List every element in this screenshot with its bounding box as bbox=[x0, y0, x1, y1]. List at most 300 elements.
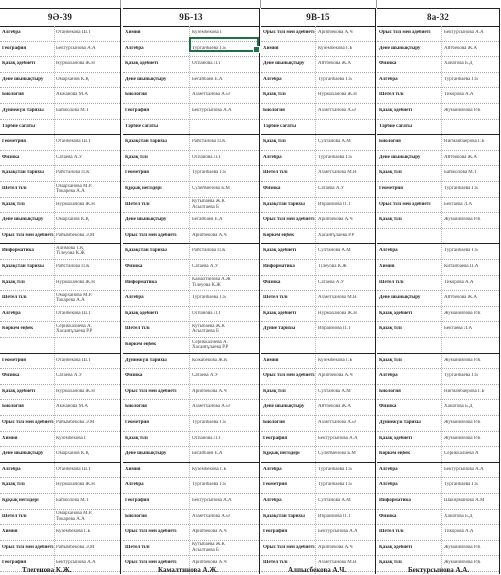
teacher-cell[interactable]: Отанбекова Ш.Т bbox=[56, 466, 92, 472]
teacher-cell[interactable]: Омарханова М.Р. Токарева А.А bbox=[56, 511, 93, 522]
teacher-cell[interactable]: Нигманбаерова Г.Б bbox=[444, 139, 485, 145]
timetable-row[interactable] bbox=[377, 416, 499, 432]
subject-cell[interactable]: Қазақ тілі bbox=[263, 388, 286, 394]
subject-cell[interactable]: Физика bbox=[379, 513, 397, 519]
timetable-row[interactable] bbox=[261, 244, 375, 260]
timetable-row[interactable] bbox=[123, 525, 259, 541]
timetable-row[interactable] bbox=[261, 88, 375, 104]
teacher-cell[interactable]: Сатаева А.У bbox=[318, 186, 345, 191]
teacher-cell[interactable]: Ахметханова А.Ә bbox=[318, 420, 356, 425]
teacher-cell[interactable]: Бектаева Л.А bbox=[444, 201, 473, 207]
teacher-cell[interactable]: Айтбекова Ж.А bbox=[318, 61, 351, 67]
teacher-cell[interactable]: Райымбекова Э.М bbox=[56, 420, 95, 425]
timetable-row[interactable] bbox=[261, 478, 375, 494]
timetable-row[interactable] bbox=[261, 432, 375, 448]
subject-cell[interactable]: Шетел тілі bbox=[125, 544, 150, 550]
subject-cell[interactable]: Тәрбие сағаты bbox=[125, 123, 158, 129]
teacher-cell[interactable]: Отанбекова Ш.Т bbox=[56, 30, 92, 35]
timetable-row[interactable] bbox=[377, 42, 499, 58]
subject-cell[interactable]: Алгебра bbox=[2, 310, 21, 316]
subject-cell[interactable]: Дене шынықтыру bbox=[263, 61, 305, 67]
timetable-row[interactable] bbox=[123, 354, 259, 370]
subject-cell[interactable]: Алгебра bbox=[379, 248, 398, 254]
subject-cell[interactable]: География bbox=[125, 108, 150, 113]
teacher-cell[interactable]: Оспанова Л.Т bbox=[192, 154, 222, 160]
timetable-row[interactable] bbox=[0, 260, 120, 276]
teacher-cell[interactable]: Кутыбаева Ж.К Асылтаева Б bbox=[192, 542, 225, 553]
timetable-row[interactable] bbox=[261, 166, 375, 182]
timetable-row[interactable] bbox=[123, 385, 259, 401]
teacher-cell[interactable]: Ахметханова М.Н bbox=[318, 295, 357, 301]
teacher-cell[interactable]: Сатаева А.У bbox=[192, 264, 219, 269]
timetable-row[interactable] bbox=[261, 42, 375, 58]
subject-cell[interactable]: Дене шынықтыру bbox=[379, 45, 421, 51]
timetable-row[interactable] bbox=[377, 400, 499, 416]
timetable-row[interactable] bbox=[261, 525, 375, 541]
timetable-row[interactable] bbox=[123, 135, 259, 151]
timetable-row[interactable] bbox=[123, 541, 259, 557]
timetable-row[interactable] bbox=[377, 307, 499, 323]
subject-cell[interactable]: Шетел тілі bbox=[263, 170, 288, 176]
subject-cell[interactable]: Информатика bbox=[263, 264, 295, 269]
timetable-row[interactable] bbox=[261, 369, 375, 385]
timetable-row[interactable] bbox=[377, 525, 499, 541]
teacher-cell[interactable]: Кузембекова Г bbox=[192, 30, 223, 35]
timetable-row[interactable] bbox=[377, 244, 499, 260]
timetable-row[interactable] bbox=[261, 182, 375, 198]
teacher-cell[interactable]: Ахметханова А.Ә bbox=[192, 513, 230, 519]
timetable-row[interactable] bbox=[261, 26, 375, 42]
subject-cell[interactable]: Көркем еңбек bbox=[263, 232, 295, 238]
teacher-cell[interactable]: Жуманиязова Р.К bbox=[444, 217, 481, 223]
timetable-row[interactable] bbox=[0, 291, 120, 307]
teacher-cell[interactable]: Айтбекова Ж.А bbox=[444, 154, 477, 160]
timetable-row[interactable] bbox=[377, 385, 499, 401]
timetable-row[interactable] bbox=[0, 416, 120, 432]
subject-cell[interactable]: Биология bbox=[2, 92, 24, 98]
subject-cell[interactable]: Орыс тілі мен әдебиеті bbox=[2, 232, 54, 238]
timetable-row[interactable] bbox=[0, 151, 120, 167]
teacher-cell[interactable]: Акжанова М.А bbox=[56, 92, 88, 98]
teacher-cell[interactable]: Бегайбаев Е.А bbox=[192, 217, 223, 223]
subject-cell[interactable]: Алгебра bbox=[263, 154, 282, 160]
subject-cell[interactable]: Алгебра bbox=[379, 373, 398, 379]
timetable-row[interactable] bbox=[377, 338, 499, 354]
subject-cell[interactable]: Орыс тілі мен әдебиеті bbox=[125, 560, 177, 566]
timetable-row[interactable] bbox=[0, 104, 120, 120]
timetable-row[interactable] bbox=[261, 494, 375, 510]
subject-cell[interactable]: Қазақ әдебиеті bbox=[379, 310, 413, 316]
subject-cell[interactable]: Шетел тілі bbox=[263, 295, 288, 301]
teacher-cell[interactable]: Турганбаева Г.Б bbox=[192, 295, 226, 301]
timetable-row[interactable] bbox=[0, 432, 120, 448]
subject-cell[interactable]: Қазақ тілі bbox=[379, 217, 402, 223]
teacher-cell[interactable]: Айтбекова Ж.А bbox=[444, 295, 477, 301]
subject-cell[interactable]: Информатика bbox=[379, 498, 411, 503]
teacher-cell[interactable]: Сатаева А.У bbox=[56, 373, 83, 379]
subject-cell[interactable]: Қазақстан тарихы bbox=[125, 248, 167, 254]
timetable-row[interactable] bbox=[377, 229, 499, 245]
subject-cell[interactable]: Биология bbox=[2, 404, 24, 410]
subject-cell[interactable]: География bbox=[125, 498, 150, 503]
teacher-cell[interactable]: Ибраимова П.Т bbox=[318, 326, 351, 332]
subject-cell[interactable]: Орыс тілі мен әдебиеті bbox=[263, 217, 315, 223]
subject-cell[interactable]: Дене шынықтыру bbox=[379, 154, 421, 160]
timetable-row[interactable] bbox=[261, 229, 375, 245]
subject-cell[interactable]: Орыс тілі мен әдебиеті bbox=[125, 529, 177, 535]
subject-cell[interactable]: Қазақстан тарихы bbox=[263, 513, 305, 519]
subject-cell[interactable]: Дүниежүзі тарихы bbox=[2, 108, 44, 113]
teacher-cell[interactable]: Турганбаева Г.Б bbox=[444, 248, 478, 254]
teacher-cell[interactable]: Оспанова Л.Т bbox=[192, 310, 222, 316]
teacher-cell[interactable]: Бектурсынова А.А bbox=[318, 435, 358, 441]
subject-cell[interactable]: Физика bbox=[2, 373, 20, 379]
timetable-row[interactable] bbox=[123, 260, 259, 276]
timetable-row[interactable] bbox=[123, 276, 259, 292]
timetable-row[interactable] bbox=[123, 57, 259, 73]
teacher-cell[interactable]: Бектурсынова А.А bbox=[56, 560, 96, 566]
subject-cell[interactable]: Шетел тілі bbox=[379, 529, 404, 535]
teacher-cell[interactable]: Турганбаева Г.Б bbox=[192, 45, 226, 51]
timetable-row[interactable] bbox=[261, 322, 375, 338]
subject-cell[interactable]: Шетел тілі bbox=[379, 92, 404, 98]
teacher-cell[interactable]: Нурмаханова Ж.Н bbox=[56, 388, 95, 394]
subject-cell[interactable]: География bbox=[263, 435, 288, 441]
subject-cell[interactable]: Химия bbox=[125, 466, 141, 472]
teacher-cell[interactable]: Сатаева А.У bbox=[56, 154, 83, 160]
subject-cell[interactable]: Физика bbox=[263, 279, 281, 285]
subject-cell[interactable]: География bbox=[2, 45, 27, 51]
subject-cell[interactable]: Қазақ әдебиеті bbox=[263, 310, 297, 316]
timetable-row[interactable] bbox=[377, 369, 499, 385]
subject-cell[interactable]: Биология bbox=[379, 139, 401, 145]
timetable-row[interactable] bbox=[123, 26, 259, 42]
teacher-cell[interactable]: Райстанова П.К bbox=[56, 264, 90, 269]
subject-cell[interactable]: Орыс тілі мен әдебиеті bbox=[2, 544, 54, 550]
teacher-cell[interactable]: Тілеуова К.Ж bbox=[318, 264, 347, 269]
teacher-cell[interactable]: Арипбекова А.Ч bbox=[318, 544, 353, 550]
teacher-cell[interactable]: Арипбекова А.Ч bbox=[318, 373, 353, 379]
timetable-row[interactable] bbox=[377, 104, 499, 120]
subject-cell[interactable]: Қазақ тілі bbox=[379, 170, 402, 176]
teacher-cell[interactable]: Султанова А.М bbox=[318, 139, 351, 145]
teacher-cell[interactable]: Кузембекова Г.Б bbox=[318, 45, 353, 51]
subject-cell[interactable]: Химия bbox=[379, 264, 395, 269]
subject-cell[interactable]: Информатика bbox=[2, 248, 34, 254]
teacher-cell[interactable]: Кожабекова Ж.К bbox=[192, 357, 228, 363]
teacher-cell[interactable]: Алимова Т.Қ Тілеуова К.Ж bbox=[56, 245, 85, 257]
teacher-cell[interactable]: Нурмаханова Ж.Н bbox=[56, 279, 95, 285]
timetable-row[interactable] bbox=[261, 57, 375, 73]
teacher-cell[interactable]: Султанова А.М bbox=[318, 388, 351, 394]
subject-cell[interactable]: Алгебра bbox=[263, 466, 282, 472]
timetable-row[interactable] bbox=[261, 307, 375, 323]
teacher-cell[interactable]: Омарханов К.Қ bbox=[56, 217, 89, 223]
timetable-row[interactable] bbox=[0, 322, 120, 338]
teacher-cell[interactable]: Арипбекова А.Ч bbox=[192, 529, 227, 535]
teacher-cell[interactable]: Сериккалиева А. Хасанғұлаева Р.Р bbox=[192, 339, 229, 350]
teacher-cell[interactable]: Кузембекова Г.Б bbox=[56, 529, 91, 535]
timetable-row[interactable] bbox=[0, 276, 120, 292]
timetable-row[interactable] bbox=[377, 198, 499, 214]
subject-cell[interactable]: Физика bbox=[263, 186, 281, 191]
subject-cell[interactable]: Тәрбие сағаты bbox=[2, 123, 35, 129]
timetable-row[interactable] bbox=[0, 26, 120, 42]
timetable-row[interactable] bbox=[377, 57, 499, 73]
timetable-row[interactable] bbox=[0, 307, 120, 323]
timetable-row[interactable] bbox=[261, 463, 375, 479]
subject-cell[interactable]: Биология bbox=[263, 108, 285, 113]
timetable-row[interactable] bbox=[123, 432, 259, 448]
subject-cell[interactable]: Қазақ тілі bbox=[2, 482, 25, 488]
subject-cell[interactable]: География bbox=[2, 560, 27, 566]
teacher-cell[interactable]: Ахметханова А.Ә bbox=[192, 404, 230, 410]
timetable-row[interactable] bbox=[123, 151, 259, 167]
timetable-row[interactable] bbox=[0, 494, 120, 510]
subject-cell[interactable]: Тәрбие сағаты bbox=[263, 123, 296, 129]
teacher-cell[interactable]: Байжолова М.Т bbox=[444, 170, 478, 176]
subject-cell[interactable]: Биология bbox=[125, 92, 147, 98]
subject-cell[interactable]: Қазақ тілі bbox=[125, 154, 148, 160]
teacher-cell[interactable]: Нурмаханова Ж.Н bbox=[318, 310, 357, 316]
subject-cell[interactable]: Қазақ тілі bbox=[2, 279, 25, 285]
teacher-cell[interactable]: Турганбаева Г.Б bbox=[318, 482, 352, 488]
subject-cell[interactable]: Қазақстан тарихы bbox=[263, 201, 305, 207]
subject-cell[interactable]: Қазақстан тарихы bbox=[2, 264, 44, 269]
subject-cell[interactable]: Құқық негіздері bbox=[263, 451, 300, 457]
teacher-cell[interactable]: Арипбекова А.Ч bbox=[318, 30, 353, 35]
timetable-row[interactable] bbox=[123, 73, 259, 89]
timetable-row[interactable] bbox=[0, 135, 120, 151]
subject-cell[interactable]: Алгебра bbox=[263, 76, 282, 82]
timetable-row[interactable] bbox=[123, 182, 259, 198]
subject-cell[interactable]: Шетел тілі bbox=[2, 513, 27, 519]
teacher-cell[interactable]: Тикорова А.А bbox=[444, 529, 474, 535]
timetable-row[interactable] bbox=[261, 213, 375, 229]
timetable-row[interactable] bbox=[377, 26, 499, 42]
subject-cell[interactable]: Көркем еңбек bbox=[379, 451, 411, 457]
timetable-row[interactable] bbox=[261, 291, 375, 307]
timetable-row[interactable] bbox=[377, 120, 499, 136]
timetable-row[interactable] bbox=[0, 369, 120, 385]
timetable-row[interactable] bbox=[123, 494, 259, 510]
subject-cell[interactable]: Физика bbox=[2, 154, 20, 160]
teacher-cell[interactable]: Бектурсынова А.А bbox=[444, 466, 484, 472]
subject-cell[interactable]: Шетел тілі bbox=[2, 186, 27, 191]
timetable-row[interactable] bbox=[123, 42, 259, 58]
teacher-cell[interactable]: Райымбекова Э.М bbox=[56, 544, 95, 550]
subject-cell[interactable]: Шетел тілі bbox=[125, 201, 150, 207]
teacher-cell[interactable]: Райстанова П.К bbox=[192, 248, 226, 254]
teacher-cell[interactable]: Бектурсынова А.А bbox=[192, 498, 232, 503]
teacher-cell[interactable]: Сериккалиева А bbox=[444, 451, 479, 457]
teacher-cell[interactable]: Султанова А.М bbox=[318, 248, 351, 254]
subject-cell[interactable]: Құқық негіздері bbox=[2, 498, 39, 503]
timetable-row[interactable] bbox=[0, 166, 120, 182]
subject-cell[interactable]: Орыс тілі мен әдебиеті bbox=[263, 373, 315, 379]
timetable-row[interactable] bbox=[0, 525, 120, 541]
teacher-cell[interactable]: Турганбаева Г.Б bbox=[192, 482, 226, 488]
teacher-cell[interactable]: Оспанова Л.Т bbox=[192, 61, 222, 67]
timetable-row[interactable] bbox=[261, 338, 375, 354]
teacher-cell[interactable]: Байжолова М.Т bbox=[56, 108, 90, 113]
timetable-row[interactable] bbox=[377, 354, 499, 370]
timetable-row[interactable] bbox=[123, 447, 259, 463]
timetable-row[interactable] bbox=[261, 447, 375, 463]
teacher-cell[interactable]: Ахметханова А.Ә bbox=[192, 92, 230, 98]
timetable-row[interactable] bbox=[377, 182, 499, 198]
subject-cell[interactable]: Қазақ тілі bbox=[379, 560, 402, 566]
subject-cell[interactable]: Қазақ тілі bbox=[125, 435, 148, 441]
subject-cell[interactable]: Шетел тілі bbox=[2, 295, 27, 301]
timetable-row[interactable] bbox=[377, 88, 499, 104]
subject-cell[interactable]: Қазақ тілі bbox=[379, 326, 402, 332]
teacher-cell[interactable]: Нурмаханова Ж.Н bbox=[56, 201, 95, 207]
teacher-cell[interactable]: Бегайбаев Е.А bbox=[192, 76, 223, 82]
timetable-row[interactable] bbox=[377, 463, 499, 479]
subject-cell[interactable]: Қазақ әдебиеті bbox=[379, 435, 413, 441]
subject-cell[interactable]: Қазақ тілі bbox=[263, 92, 286, 98]
subject-cell[interactable]: Дене шынықтыру bbox=[2, 76, 44, 82]
teacher-cell[interactable]: Китанбаева П.А bbox=[444, 264, 479, 269]
teacher-cell[interactable]: Кузембекова Г.Б bbox=[192, 466, 227, 472]
teacher-cell[interactable]: Отанбекова Ш.Т bbox=[56, 139, 92, 145]
subject-cell[interactable]: Шетел тілі bbox=[379, 279, 404, 285]
subject-cell[interactable]: Биология bbox=[125, 513, 147, 519]
teacher-cell[interactable]: Нурмаханова Ж.Н bbox=[56, 61, 95, 67]
teacher-cell[interactable]: Жуманиязова Р.К bbox=[444, 310, 481, 316]
subject-cell[interactable]: Химия bbox=[263, 45, 279, 51]
subject-cell[interactable]: Шетел тілі bbox=[263, 560, 288, 566]
teacher-cell[interactable]: Сериккалиева А. Хасанғұлаева Р.Р bbox=[56, 323, 93, 335]
timetable-row[interactable] bbox=[123, 369, 259, 385]
teacher-cell[interactable]: Турганбаева Г.Б bbox=[192, 170, 226, 176]
subject-cell[interactable]: Орыс тілі мен әдебиеті bbox=[125, 388, 177, 394]
teacher-cell[interactable]: Жуманиязова Р.К bbox=[444, 435, 481, 441]
timetable-row[interactable] bbox=[377, 151, 499, 167]
timetable-row[interactable] bbox=[261, 260, 375, 276]
timetable-row[interactable] bbox=[261, 104, 375, 120]
teacher-cell[interactable]: Хасанғұлаева Р.Р bbox=[318, 232, 355, 238]
subject-cell[interactable]: Дене шынықтыру bbox=[2, 451, 44, 457]
teacher-cell[interactable]: Нурмаханова Ж.Н bbox=[318, 92, 357, 98]
timetable-row[interactable] bbox=[123, 229, 259, 245]
subject-cell[interactable]: Қазақ тілі bbox=[379, 357, 402, 363]
subject-cell[interactable]: Дүниежүзі тарихы bbox=[125, 357, 167, 363]
subject-cell[interactable]: Дене шынықтыру bbox=[125, 76, 167, 82]
teacher-cell[interactable]: Ибраимова П.Т bbox=[318, 513, 351, 519]
subject-cell[interactable]: Орыс тілі мен әдебиеті bbox=[379, 30, 431, 35]
teacher-cell[interactable]: Нурмаханова Ж.Н bbox=[56, 482, 95, 488]
timetable-row[interactable] bbox=[377, 260, 499, 276]
timetable-row[interactable] bbox=[123, 291, 259, 307]
subject-cell[interactable]: Алгебра bbox=[125, 45, 144, 51]
subject-cell[interactable]: Дене шынықтыру bbox=[125, 451, 167, 457]
teacher-cell[interactable]: Сатаева А.У bbox=[318, 279, 345, 285]
timetable-row[interactable] bbox=[0, 541, 120, 557]
timetable-row[interactable] bbox=[0, 510, 120, 526]
teacher-cell[interactable]: Турганбаева Г.Б bbox=[444, 76, 478, 82]
timetable-row[interactable] bbox=[0, 447, 120, 463]
subject-cell[interactable]: Көркем еңбек bbox=[2, 326, 34, 332]
timetable-row[interactable] bbox=[0, 198, 120, 214]
timetable-row[interactable] bbox=[377, 510, 499, 526]
subject-cell[interactable]: Қазақ тілі bbox=[2, 201, 25, 207]
timetable-row[interactable] bbox=[377, 447, 499, 463]
subject-cell[interactable]: Химия bbox=[2, 435, 18, 441]
subject-cell[interactable]: Көркем еңбек bbox=[125, 342, 157, 347]
subject-cell[interactable]: Құқық негіздері bbox=[125, 186, 162, 191]
teacher-cell[interactable]: Отанбекова Ш.Т bbox=[56, 310, 92, 316]
subject-cell[interactable]: Биология bbox=[125, 404, 147, 410]
subject-cell[interactable]: Алгебра bbox=[2, 30, 21, 35]
teacher-cell[interactable]: Ахметханова М.Н bbox=[318, 560, 357, 566]
subject-cell[interactable]: Қазақ әдебиеті bbox=[125, 61, 159, 67]
timetable-row[interactable] bbox=[261, 510, 375, 526]
teacher-cell[interactable]: Тикорова А.А bbox=[444, 279, 474, 285]
timetable-row[interactable] bbox=[123, 198, 259, 214]
teacher-cell[interactable]: Кузембекова Г.Б bbox=[318, 357, 353, 363]
subject-cell[interactable]: Орыс тілі мен әдебиеті bbox=[263, 30, 315, 35]
teacher-cell[interactable]: Сулейменова Б.М bbox=[318, 451, 356, 457]
timetable-row[interactable] bbox=[123, 416, 259, 432]
timetable-row[interactable] bbox=[0, 73, 120, 89]
timetable-row[interactable] bbox=[377, 135, 499, 151]
subject-cell[interactable]: Геометрия bbox=[263, 482, 287, 488]
subject-cell[interactable]: Қазақ әдебиеті bbox=[2, 61, 36, 67]
teacher-cell[interactable]: Омарханов К.Қ bbox=[56, 451, 89, 457]
teacher-cell[interactable]: Бектурсынова А.А bbox=[192, 108, 232, 113]
subject-cell[interactable]: Қазақ әдебиеті bbox=[2, 388, 36, 394]
subject-cell[interactable]: Геометрия bbox=[125, 170, 149, 176]
timetable-row[interactable] bbox=[377, 541, 499, 557]
teacher-cell[interactable]: Турганбаева Г.Б bbox=[444, 482, 478, 488]
timetable-row[interactable] bbox=[123, 166, 259, 182]
subject-cell[interactable]: Тәрбие сағаты bbox=[379, 123, 412, 129]
subject-cell[interactable]: Геометрия bbox=[2, 139, 26, 145]
subject-cell[interactable]: Шетел тілі bbox=[125, 326, 150, 332]
teacher-cell[interactable]: Ханатова Б.Д bbox=[444, 513, 473, 519]
subject-cell[interactable]: Қазақ әдебиеті bbox=[125, 310, 159, 316]
timetable-row[interactable] bbox=[261, 135, 375, 151]
subject-cell[interactable]: Алгебра bbox=[379, 466, 398, 472]
timetable-row[interactable] bbox=[261, 385, 375, 401]
timetable-row[interactable] bbox=[0, 88, 120, 104]
timetable-row[interactable] bbox=[0, 229, 120, 245]
teacher-cell[interactable]: Жуманиязова Р.К bbox=[444, 420, 481, 425]
subject-cell[interactable]: Информатика bbox=[125, 279, 157, 285]
subject-cell[interactable]: Қазақ тілі bbox=[263, 139, 286, 145]
subject-cell[interactable]: Алгебра bbox=[379, 76, 398, 82]
teacher-cell[interactable]: Акжанова М.А bbox=[56, 404, 88, 410]
subject-cell[interactable]: Алгебра bbox=[125, 482, 144, 488]
timetable-row[interactable] bbox=[123, 478, 259, 494]
teacher-cell[interactable]: Турганбаева Г.Б bbox=[318, 76, 352, 82]
teacher-cell[interactable]: Айтбекова Ж.А bbox=[444, 45, 477, 51]
timetable-row[interactable] bbox=[0, 338, 120, 354]
subject-cell[interactable]: Қазақстан тарихы bbox=[2, 170, 44, 176]
subject-cell[interactable]: Химия bbox=[2, 529, 18, 535]
subject-cell[interactable]: Геометрия bbox=[379, 186, 403, 191]
teacher-cell[interactable]: Жуманиязова Р.К bbox=[444, 108, 481, 113]
subject-cell[interactable]: Алгебра bbox=[379, 482, 398, 488]
teacher-cell[interactable]: Омарханова М.Р. Токарева А.А bbox=[56, 183, 93, 194]
teacher-cell[interactable]: Райстанова П.К bbox=[192, 139, 226, 145]
timetable-row[interactable] bbox=[261, 400, 375, 416]
subject-cell[interactable]: Дене шынықтыру bbox=[379, 295, 421, 301]
teacher-cell[interactable]: Сатаева А.У bbox=[192, 373, 219, 379]
subject-cell[interactable]: Алгебра bbox=[125, 295, 144, 301]
